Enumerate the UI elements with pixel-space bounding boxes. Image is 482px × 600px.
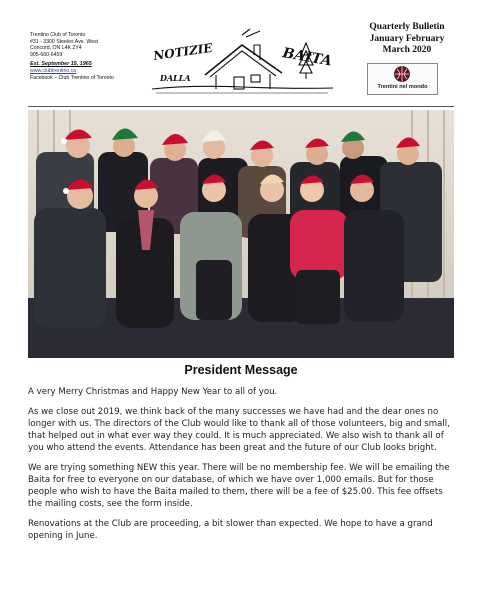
bulletin-label (352, 22, 462, 57)
group-photo (28, 110, 454, 358)
article-paragraph: We are trying something NEW this year. There will be no membership fee. We will be emailing the Baita for free to everyone on our database, of which we have over 1,000 emails. But for those people who wish to have the Baita mailed to them, there will be a fee of $25.00. This fee offsets the mailing costs, see the form inside. (28, 463, 450, 509)
club-phone: 905-660-6459 (30, 51, 63, 58)
club-name: Trentino Club of Toronto (30, 32, 86, 38)
logo-word-notizie: NOTIZIE (152, 40, 214, 63)
established-date: Est. September 15, 1965 (30, 61, 92, 68)
facebook-text: Facebook – Club Trentino of Toronto (30, 74, 114, 81)
club-address-line1: #31 - 3300 Steeles Ave. West (30, 38, 99, 45)
club-info (30, 32, 145, 81)
article-paragraph: Renovations at the Club are proceeding, a bit slower than expected. We hope to have a grand opening in June. (28, 519, 433, 541)
article-paragraph: A very Merry Christmas and Happy New Year to all of you. (28, 387, 278, 397)
logo-word-baita: BAITA (281, 45, 334, 70)
website-link[interactable]: www.clubtrentino.ca (30, 67, 77, 74)
article-paragraph: As we close out 2019, we think back of the many successes we have had and the dear ones no longer with us. The directors of the Club would like to thank all of those volunteers, big and small, that helped out in what ever way they could. It is much appreciated. We also wish to thank all of you who attend the events. Attendance has been great and the future of our Club looks bright. (28, 407, 450, 453)
article-title: President Message (184, 363, 298, 377)
notizie-dalla-baita-logo (150, 27, 335, 99)
header-divider (28, 106, 454, 107)
bulletin-line3: March 2020 (382, 45, 432, 55)
trentini-nel-mondo-badge (367, 63, 438, 95)
logo-word-dalla: DALLA (160, 73, 191, 83)
club-address-line2: Concord, ON L4K 2Y4 (30, 45, 82, 52)
bulletin-line2: January February (369, 33, 445, 44)
bulletin-line1: Quarterly Bulletin (369, 22, 445, 32)
globe-icon (368, 64, 437, 84)
article-body (28, 386, 456, 550)
badge-label: Trentini nel mondo (377, 84, 428, 90)
